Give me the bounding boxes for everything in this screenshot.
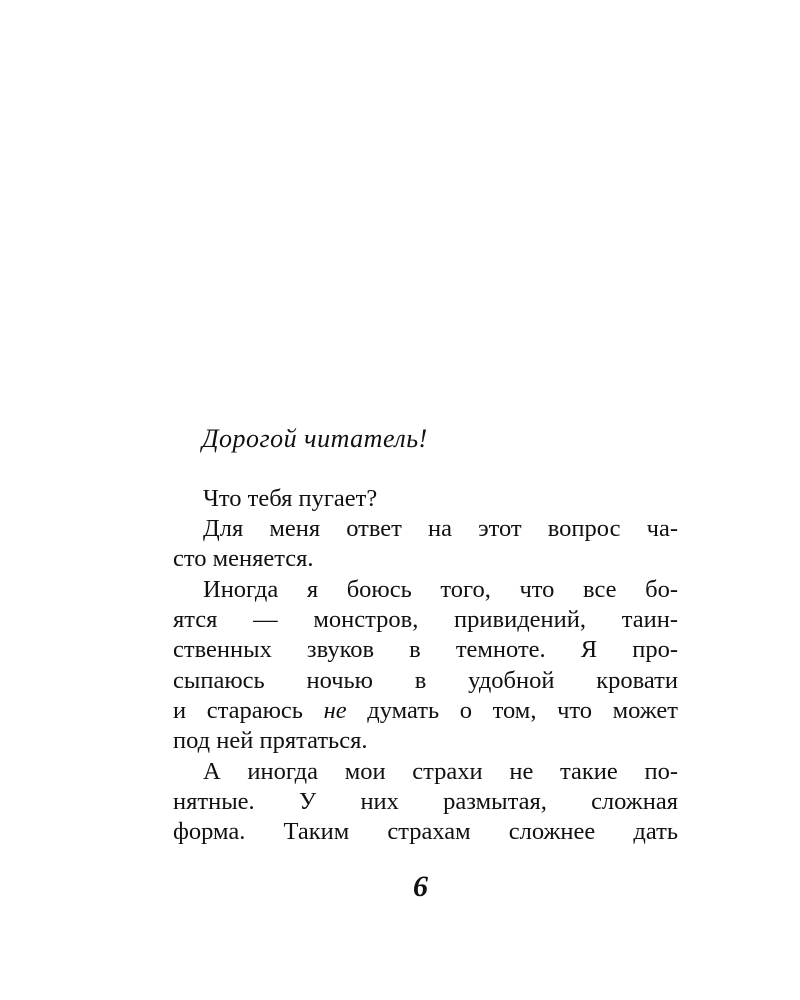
text-segment: и стараюсь — [173, 697, 324, 724]
text-line: Иногда я боюсь того, что все бо- — [203, 576, 678, 603]
text-line: сто меняется. — [173, 545, 314, 572]
text-line: нятные. У них размытая, сложная — [173, 788, 678, 815]
greeting-heading: Дорогой читатель! — [202, 424, 428, 453]
text-line: ственных звуков в темноте. Я про- — [173, 636, 678, 663]
text-line: Что тебя пугает? — [203, 485, 378, 512]
page-number: 6 — [413, 870, 428, 903]
text-line: форма. Таким страхам сложнее дать — [173, 818, 678, 845]
text-line: сыпаюсь ночью в удобной кровати — [173, 667, 678, 694]
text-line: под ней прятаться. — [173, 727, 368, 754]
text-line — [173, 696, 678, 726]
text-line: А иногда мои страхи не такие по- — [203, 758, 678, 785]
emphasis-word: не — [323, 697, 347, 724]
text-segment: думать о том, что может — [346, 697, 678, 724]
text-line: Для меня ответ на этот вопрос ча- — [203, 515, 678, 542]
text-line: ятся — монстров, привидений, таин- — [173, 606, 678, 633]
